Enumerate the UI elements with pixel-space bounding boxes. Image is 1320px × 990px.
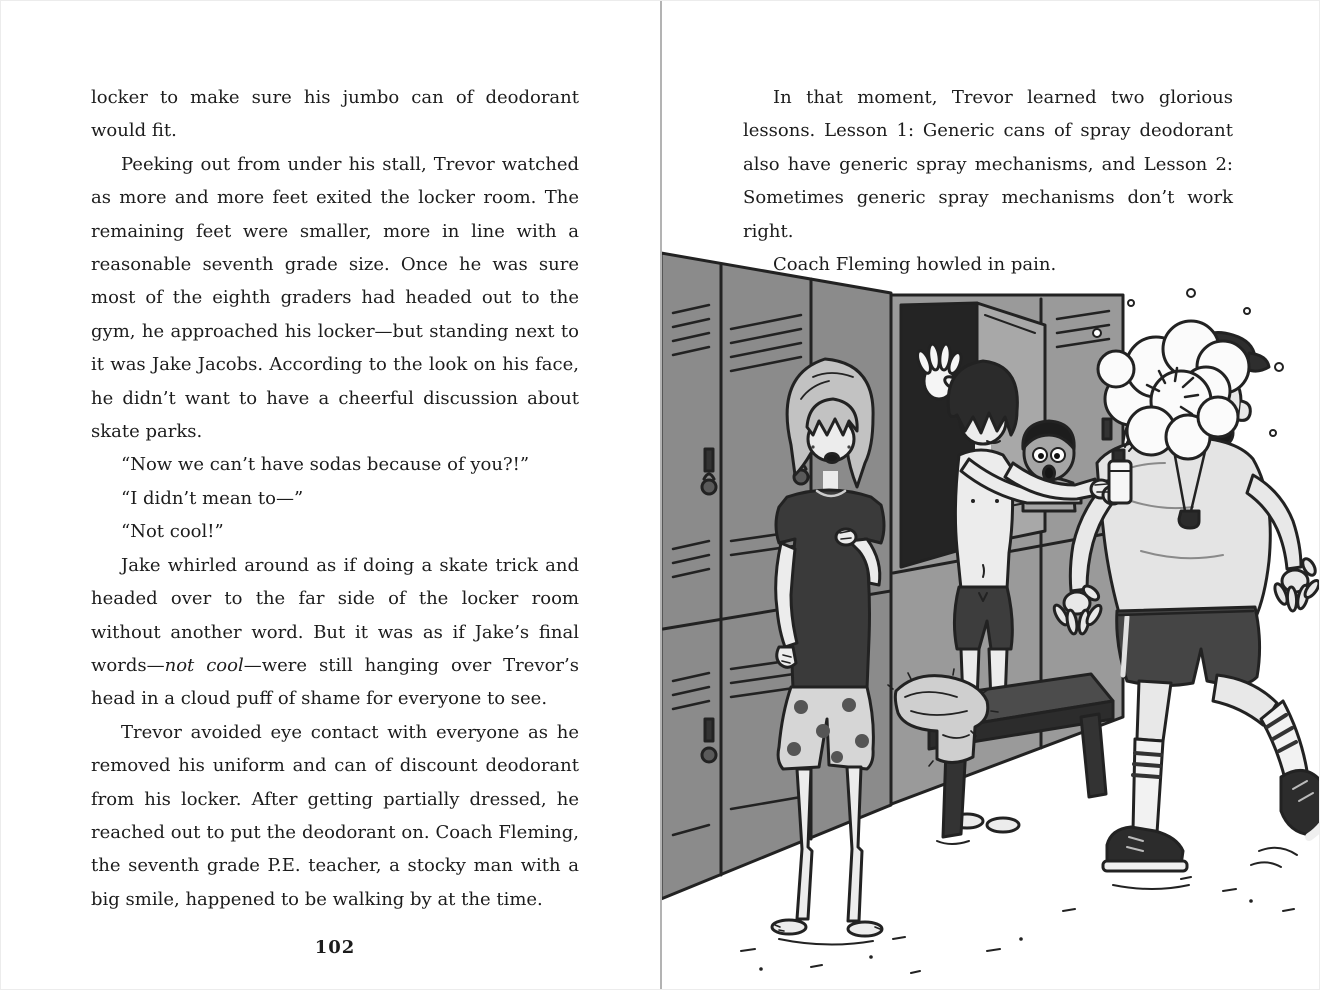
left-page-text — [91, 81, 579, 916]
paragraph: Peeking out from under his stall, Trevor watched as more and more feet exited the locker room. The remaining feet were smaller, more in line with a reasonable seventh grade size. Once he was sure most of the eighth graders had headed out to the gym, he approached his locker—but standing next to it was Jake Jacobs. According to the look on his face, he didn’t want to have a cheerful discussion about skate parks. — [91, 153, 579, 443]
sneaker-2 — [1281, 770, 1320, 835]
locker-room-illustration — [661, 249, 1320, 990]
left-page — [1, 1, 661, 990]
paragraph: Jake whirled around as if doing a skate trick and headed over to the far side of the locker room without another word. But it was as if Jake’s final words—not cool—were still hanging over Trevor’s head in a cloud puff of shame for everyone to see. — [91, 554, 579, 710]
page-gutter — [660, 1, 662, 990]
sneaker — [1107, 827, 1183, 865]
spray-can — [1109, 461, 1131, 503]
striped-sock-2 — [1261, 701, 1307, 779]
paragraph: “Now we can’t have sodas because of you?!” — [121, 454, 530, 476]
whistle-icon — [1179, 511, 1199, 528]
coach-shorts — [1117, 607, 1260, 686]
paragraph: “I didn’t mean to—” — [121, 487, 304, 509]
paragraph: Trevor avoided eye contact with everyone as he removed his uniform and can of discount deodorant from his locker. After getting partially dressed, he reached out to put the deodorant on. Coach Fleming, the seventh grade P.E. teacher, a stocky man with a big smile, happened to be walking by at the time. — [91, 721, 579, 910]
floor-speckles — [741, 877, 1294, 973]
paragraph: In that moment, Trevor learned two glorious lessons. Lesson 1: Generic cans of spray deodorant also have generic spray mechanisms, and Lesson 2: Sometimes generic spray mechanisms don’t work right. — [743, 87, 1233, 242]
paragraph: “Not cool!” — [121, 521, 224, 543]
paragraph: locker to make sure his jumbo can of deodorant would fit. — [91, 87, 579, 142]
right-page — [661, 1, 1320, 990]
page-number: 102 — [314, 937, 356, 958]
paragraph: Coach Fleming howled in pain. — [773, 254, 1057, 276]
